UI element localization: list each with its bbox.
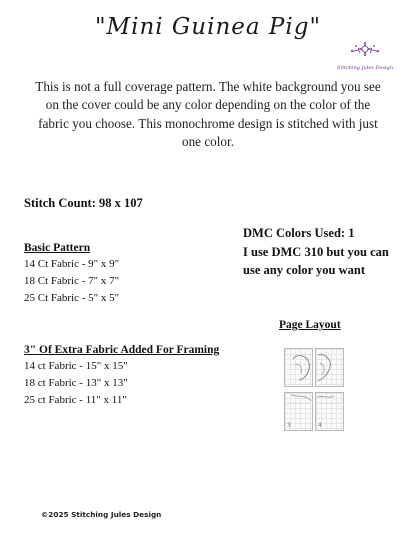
fabric-size-item: 14 Ct Fabric - 9" x 9" [24, 258, 120, 270]
dmc-colors-used: DMC Colors Used: 1 [243, 226, 355, 240]
dmc-colors-block [243, 224, 389, 280]
intro-paragraph: This is not a full coverage pattern. The white background you see on the cover could be any color depending on the color of the fabric you choose. This monochrome design is stitched with just one color. [35, 79, 381, 150]
pattern-title: "Mini Guinea Pig" [94, 14, 322, 40]
copyright-footer: ©2025 Stitching Jules Design [41, 510, 162, 519]
flower-logo-icon [345, 40, 385, 60]
framing-section [24, 344, 219, 408]
fabric-size-item: 18 Ct Fabric - 7" x 7" [24, 274, 120, 287]
dmc-note-line1: I use DMC 310 but you can [243, 244, 389, 259]
page-number: 3 [287, 422, 291, 429]
fabric-size-item: 25 Ct Fabric - 5" x 5" [24, 291, 120, 304]
dmc-note-line2: use any color you want [243, 263, 366, 277]
page-layout-grid [284, 348, 344, 432]
logo-text: Stitching Jules Design [336, 65, 394, 71]
framing-heading: 3" Of Extra Fabric Added For Framing [24, 344, 220, 356]
pattern-art-icon [316, 349, 343, 386]
page-thumb-4 [315, 392, 344, 431]
stitch-count: Stitch Count: 98 x 107 [24, 196, 143, 210]
basic-pattern-heading: Basic Pattern [24, 242, 91, 254]
page-thumb-3 [284, 392, 313, 431]
fabric-size-item: 25 ct Fabric - 11" x 11" [24, 393, 127, 406]
basic-pattern-section [24, 242, 119, 306]
pattern-art-icon [285, 349, 312, 386]
page-thumb-2 [315, 348, 344, 387]
fabric-size-item: 14 ct Fabric - 15" x 15" [24, 360, 128, 372]
page-number: 4 [318, 422, 322, 429]
fabric-size-item: 18 ct Fabric - 13" x 13" [24, 376, 128, 389]
page-thumb-1 [284, 348, 313, 387]
brand-logo [333, 40, 397, 72]
page-layout-title: Page Layout [279, 319, 341, 331]
